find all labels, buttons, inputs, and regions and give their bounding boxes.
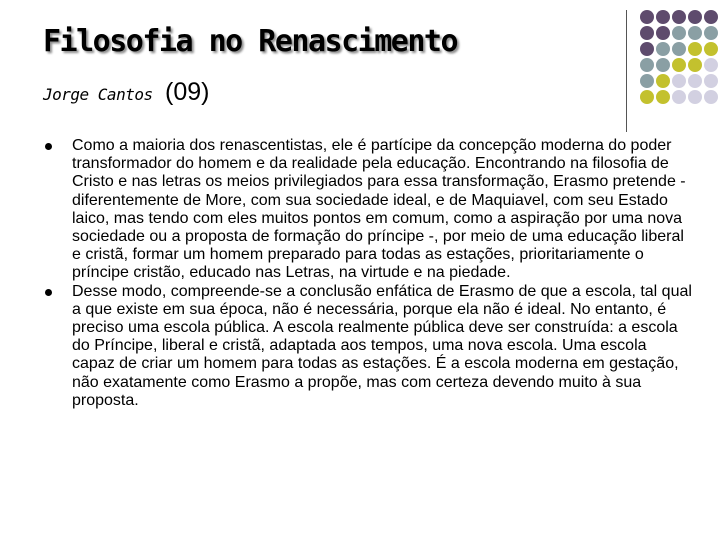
slide-subtitle [43, 72, 210, 116]
bullet-item [42, 137, 692, 283]
decorative-dot [704, 58, 718, 72]
decorative-dot [656, 74, 670, 88]
vertical-divider [626, 10, 627, 132]
bullet-text: Como a maioria dos renascentistas, ele é partícipe da concepção moderna do poder transformador do homem e da realidade pela educação. Encontrando na filosofia de Cristo e nas letras os meios privilegiados para essa transformação, Erasmo pretende - diferentemente de More, com sua sociedade ideal, e de Maquiavel, com seu Estado laico, mas tendo com eles muitos pontos em comum, como a aspiração por uma nova sociedade ou a proposta de formação do príncipe -, por meio de uma educação liberal e cristã, formar um homem preparado para todas as estações, prioritariamente o príncipe cristão, educado nas Letras, na virtude e na piedade. [72, 137, 686, 282]
decorative-dot [672, 10, 686, 24]
decorative-dot [688, 74, 702, 88]
decorative-dot [656, 10, 670, 24]
bullet-list [42, 137, 692, 410]
decorative-dot [688, 90, 702, 104]
decorative-dot [640, 90, 654, 104]
decorative-dot [672, 42, 686, 56]
decorative-dot [704, 90, 718, 104]
slide-title: Filosofia no Renascimento [43, 24, 458, 59]
decorative-dot [656, 58, 670, 72]
decorative-dot [640, 42, 654, 56]
decorative-dot [672, 90, 686, 104]
decorative-dot-grid [640, 10, 720, 120]
decorative-dot [656, 90, 670, 104]
decorative-dot [704, 42, 718, 56]
bullet-dot-icon [45, 143, 52, 150]
decorative-dot [640, 74, 654, 88]
decorative-dot [640, 58, 654, 72]
decorative-dot [640, 26, 654, 40]
decorative-dot [672, 74, 686, 88]
decorative-dot [688, 58, 702, 72]
bullet-item [42, 283, 692, 410]
decorative-dot [672, 26, 686, 40]
decorative-dot [704, 26, 718, 40]
decorative-dot [688, 10, 702, 24]
decorative-dot [688, 26, 702, 40]
decorative-dot [688, 42, 702, 56]
slide-number: (09) [165, 78, 210, 106]
decorative-dot [656, 26, 670, 40]
decorative-dot [672, 58, 686, 72]
decorative-dot [640, 10, 654, 24]
decorative-dot [656, 42, 670, 56]
bullet-text: Desse modo, compreende-se a conclusão enfática de Erasmo de que a escola, tal qual a que existe em sua época, não é necessária, porque ela não é ideal. No entanto, é preciso uma escola pública. A escola realmente pública deve ser construída: a escola do Príncipe, liberal e cristã, adaptada aos tempos, uma nova escola. Uma escola capaz de criar um homem para todas as estações. É a escola moderna em gestação, não exatamente como Erasmo a propõe, mas com certeza devendo muito à sua proposta. [72, 282, 692, 409]
author-name: Jorge Cantos [43, 85, 153, 104]
decorative-dot [704, 74, 718, 88]
bullet-dot-icon [45, 289, 52, 296]
decorative-dot [704, 10, 718, 24]
